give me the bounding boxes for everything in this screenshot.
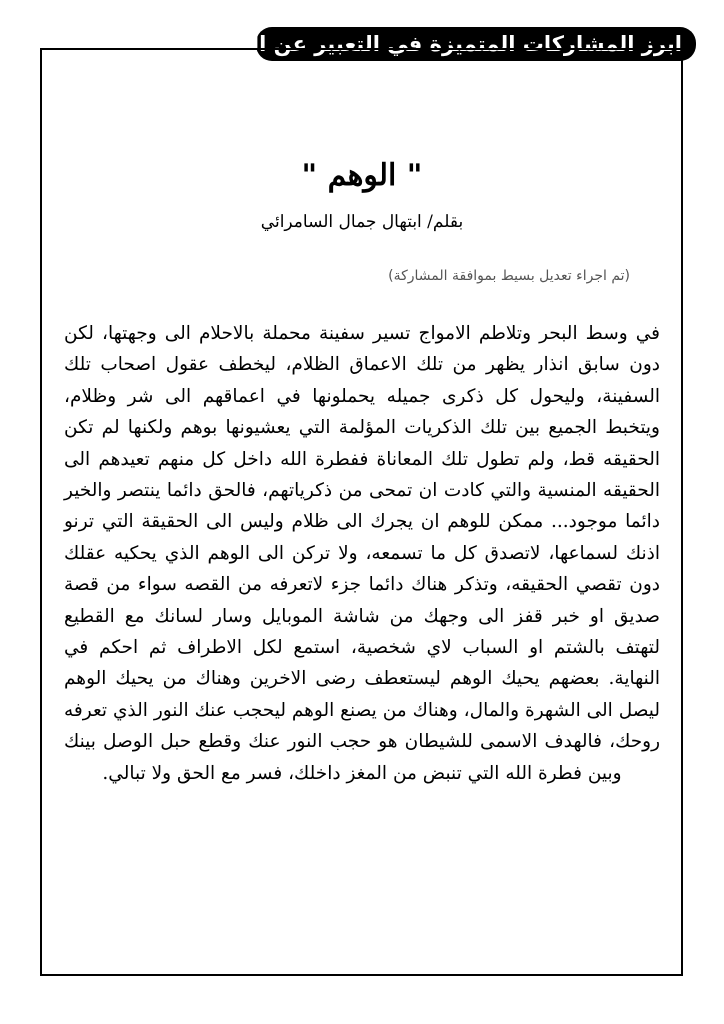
edit-note: (تم اجراء تعديل بسيط بموافقة المشاركة) (388, 268, 630, 284)
story-body: في وسط البحر وتلاطم الامواج تسير سفينة محملة بالاحلام الى وجهتها، لكن دون سابق انذار يظهر من تلك الاعماق الظلام، ليخطف عقول اصحاب تلك السفينة، وليحول كل ذكرى جميله يحملونها في اعماقهم الى شر وظلام، ويتخبط الجميع بين تلك الذكريات المؤلمة التي يعشيونها بوهم ولكنها لم تكن الحقيقه قط، ولم تطول تلك المعاناة ففطرة الله داخل كل منهم تعيدهم الى الحقيقه المنسية والتي كادت ان تمحى من ذكرياتهم، فالحق دائما ينتصر والخير دائما موجود... ممكن للوهم ان يجرك الى ظلام وليس الى الحقيقة التي ترنو اذنك لسماعها، لاتصدق كل ما تسمعه، ولا تركن الى الوهم الذي يحكيه عقلك دون تقصي الحقيقه، وتذكر هناك دائما جزء لاتعرفه من القصه سواء من قصة صديق او خبر قفز الى وجهك من شاشة الموبايل وسار لسانك مع القطيع لتهتف بالشتم او السباب لاي شخصية، استمع لكل الاطراف ثم احكم في النهاية. بعضهم يحيك الوهم ليستعطف رضى الاخرين وهناك من يحيك الوهم ليصل الى الشهرة والمال، وهناك من يصنع الوهم ليحجب عنك النور الذي تعرفه روحك، فالهدف الاسمى للشيطان هو حجب النور عنك وقطع حبل الوصل بينك وبين فطرة الله التي تنبض من المغز داخلك، فسر مع الحق ولا تبالي. (64, 323, 660, 784)
header-title: ابرز المشاركات المتميزة في التعبير عن القصة (202, 32, 682, 56)
story-title: " الوهم " (301, 158, 423, 193)
author-line: بقلم/ ابتهال جمال السامرائي (260, 212, 464, 232)
